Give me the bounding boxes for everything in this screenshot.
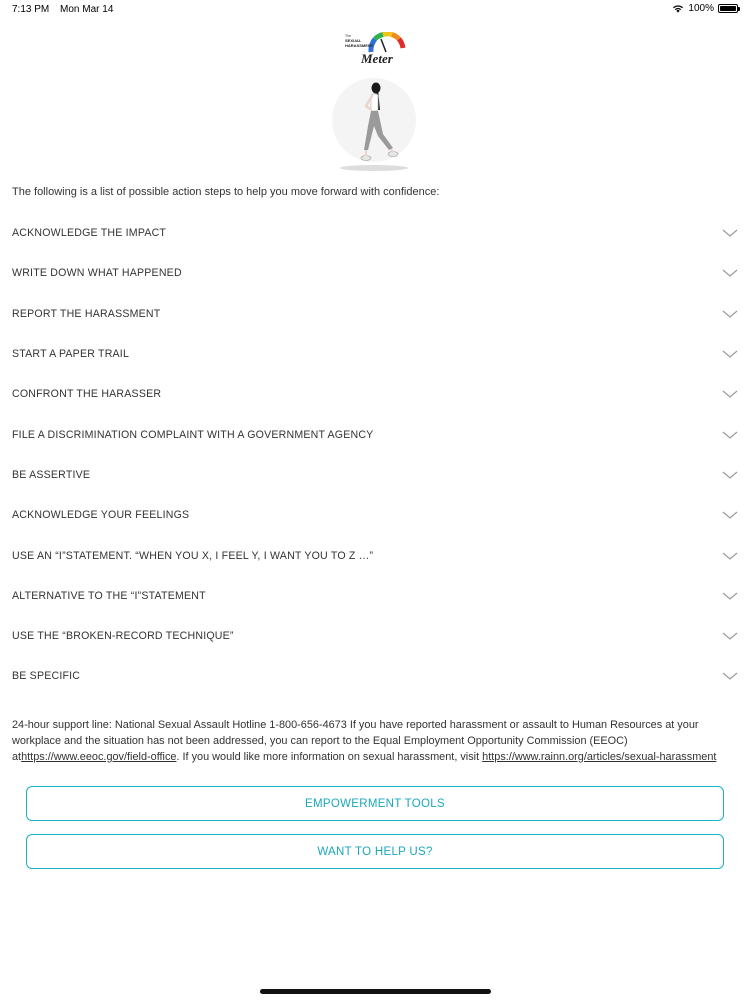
accordion-item[interactable]	[12, 253, 738, 293]
accordion-item[interactable]	[12, 213, 738, 253]
battery-percent: 100%	[688, 3, 714, 14]
chevron-down-icon	[722, 228, 738, 238]
status-bar	[0, 0, 750, 18]
accordion-item-label: REPORT THE HARASSMENT	[12, 307, 161, 320]
accordion-item[interactable]	[12, 374, 738, 414]
accordion-item[interactable]	[12, 414, 738, 454]
want-to-help-button[interactable]: WANT TO HELP US?	[26, 834, 724, 869]
logo-line1: SEXUAL	[345, 38, 362, 43]
accordion-item[interactable]	[12, 616, 738, 656]
empowerment-tools-button[interactable]: EMPOWERMENT TOOLS	[26, 786, 724, 821]
support-text-2: . If you would like more information on sexual harassment, visit	[176, 750, 483, 763]
app-logo	[335, 32, 410, 70]
accordion-item[interactable]	[12, 334, 738, 374]
accordion-item[interactable]	[12, 294, 738, 334]
chevron-down-icon	[722, 591, 738, 601]
accordion-item-label: BE SPECIFIC	[12, 670, 81, 683]
logo-line2: HARASSMENT	[345, 43, 374, 48]
accordion-item-label: USE THE “BROKEN-RECORD TECHNIQUE”	[12, 630, 234, 643]
chevron-down-icon	[722, 430, 738, 440]
gauge-segment-2	[375, 35, 383, 40]
logo-small-text: The	[345, 34, 352, 38]
status-time: 7:13 PM	[12, 4, 50, 15]
eeoc-link[interactable]: https://www.eeoc.gov/field-office	[21, 750, 177, 763]
chevron-down-icon	[722, 631, 738, 641]
accordion-item[interactable]	[12, 656, 738, 696]
accordion-item[interactable]	[12, 455, 738, 495]
accordion-item-label: FILE A DISCRIMINATION COMPLAINT WITH A GOVERNMENT AGENCY	[12, 428, 374, 441]
accordion-item-label: ACKNOWLEDGE THE IMPACT	[12, 227, 167, 240]
accordion-item-label: WRITE DOWN WHAT HAPPENED	[12, 267, 182, 280]
action-steps-list	[12, 213, 738, 697]
chevron-down-icon	[722, 671, 738, 681]
status-left	[12, 4, 121, 15]
chevron-down-icon	[722, 551, 738, 561]
wifi-icon	[672, 4, 684, 13]
status-date: Mon Mar 14	[60, 4, 114, 15]
accordion-item-label: START A PAPER TRAIL	[12, 348, 130, 361]
battery-icon	[718, 4, 738, 13]
status-right	[672, 3, 738, 14]
accordion-item-label: CONFRONT THE HARASSER	[12, 388, 162, 401]
accordion-item[interactable]	[12, 576, 738, 616]
chevron-down-icon	[722, 470, 738, 480]
home-indicator	[260, 989, 491, 994]
accordion-item-label: ACKNOWLEDGE YOUR FEELINGS	[12, 509, 190, 522]
accordion-item[interactable]	[12, 495, 738, 535]
accordion-item-label: USE AN “I”STATEMENT. “WHEN YOU X, I FEEL Y, I WANT YOU TO Z …”	[12, 549, 374, 562]
gauge-segment-3	[383, 34, 392, 35]
walking-woman-illustration	[330, 76, 420, 174]
chevron-down-icon	[722, 268, 738, 278]
chevron-down-icon	[722, 389, 738, 399]
gauge-segment-4	[392, 35, 399, 40]
accordion-item[interactable]	[12, 535, 738, 575]
chevron-down-icon	[722, 349, 738, 359]
support-paragraph	[12, 718, 738, 765]
accordion-item-label: BE ASSERTIVE	[12, 468, 91, 481]
chevron-down-icon	[722, 309, 738, 319]
rainn-link[interactable]: https://www.rainn.org/articles/sexual-harassment	[482, 750, 717, 763]
logo-word: Meter	[361, 51, 393, 66]
accordion-item-label: ALTERNATIVE TO THE “I”STATEMENT	[12, 589, 206, 602]
intro-text: The following is a list of possible action steps to help you move forward with confidence:	[12, 186, 440, 198]
support-text-1: 24-hour support line: National Sexual Assault Hotline 1-800-656-4673 If you have reported harassment or assault to Human Resources at your workplace and the situation has not been addressed, you can report to the Equal Employment Opportunity Commission (EEOC) at	[12, 719, 699, 763]
gauge-segment-5	[399, 39, 403, 48]
chevron-down-icon	[722, 510, 738, 520]
